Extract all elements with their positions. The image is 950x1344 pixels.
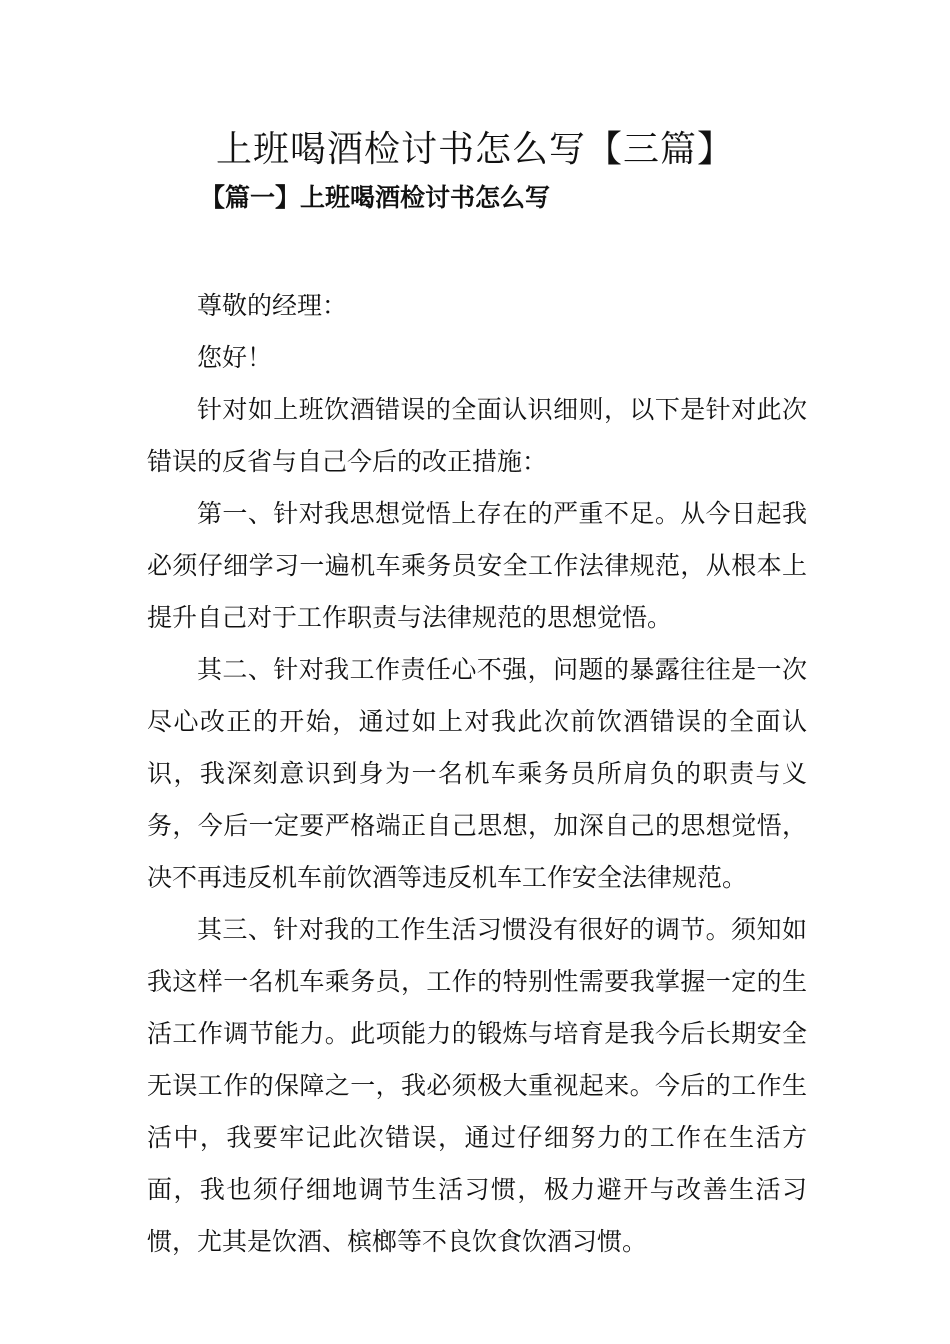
section-heading: 【篇一】上班喝酒检讨书怎么写	[200, 183, 551, 212]
body-paragraph: 针对如上班饮酒错误的全面认识细则，以下是针对此次错误的反省与自己今后的改正措施：	[147, 395, 807, 476]
body-paragraph: 其二、针对我工作责任心不强，问题的暴露往往是一次尽心改正的开始，通过如上对我此次前饮酒错误的全面认识，我深刻意识到身为一名机车乘务员所肩负的职责与义务，今后一定要严格端正自己思想，加深自己的思想觉悟，决不再违反机车前饮酒等违反机车工作安全法律规范。	[147, 655, 807, 892]
document-title: 上班喝酒检讨书怎么写【三篇】	[215, 129, 734, 170]
document-body	[147, 280, 807, 1268]
greeting: 您好！	[197, 343, 273, 372]
body-paragraph: 第一、针对我思想觉悟上存在的严重不足。从今日起我必须仔细学习一遍机车乘务员安全工作法律规范，从根本上提升自己对于工作职责与法律规范的思想觉悟。	[147, 499, 807, 632]
body-paragraph: 其三、针对我的工作生活习惯没有很好的调节。须知如我这样一名机车乘务员，工作的特别性需要我掌握一定的生活工作调节能力。此项能力的锻炼与培育是我今后长期安全无误工作的保障之一，我必须极大重视起来。今后的工作生活中，我要牢记此次错误，通过仔细努力的工作在生活方面，我也须仔细地调节生活习惯，极力避开与改善生活习惯，尤其是饮酒、槟榔等不良饮食饮酒习惯。	[147, 915, 807, 1256]
salutation: 尊敬的经理：	[197, 291, 348, 320]
